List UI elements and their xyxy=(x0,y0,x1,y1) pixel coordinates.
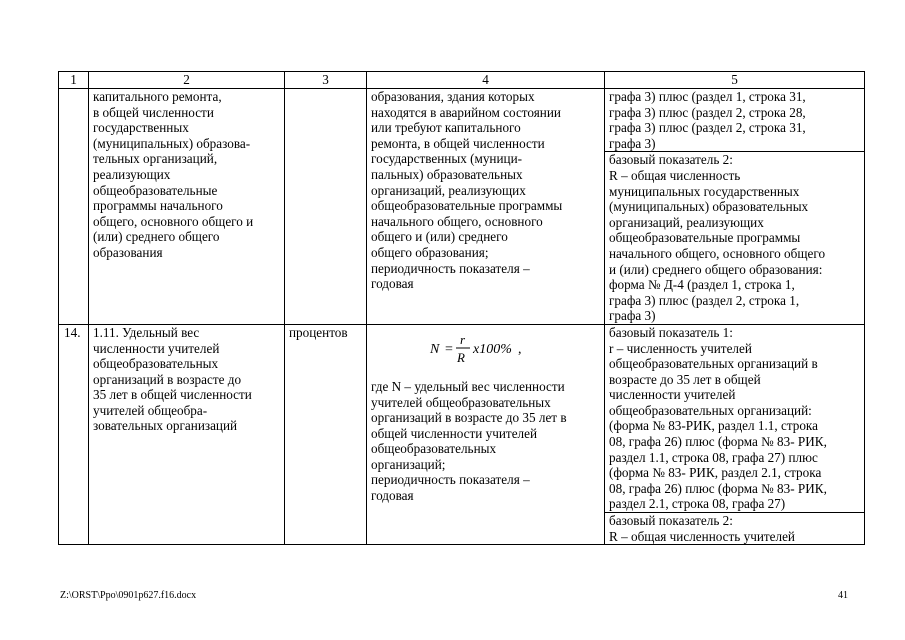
page-number: 41 xyxy=(838,590,848,601)
row14-source-b: базовый показатель 2: R – общая численность учителей xyxy=(605,513,865,545)
formula-tail: x100% xyxy=(472,341,512,357)
row14-method xyxy=(367,324,605,544)
row13-source-b: базовый показатель 2: R – общая численность муниципальных государственных (муниципальных) образовательных организаций, реализующих общеобразовательные программы начального общего, основного общего и (или) среднего общего образования: форма № Д-4 (раздел 1, строка 1, графа 3) плюс (раздел 2, строка 1, графа 3) xyxy=(605,152,865,325)
header-cell-4: 4 xyxy=(367,72,605,89)
formula-graphic xyxy=(426,331,546,367)
formula-lhs: N xyxy=(429,341,439,357)
row14-num: 14. xyxy=(59,324,89,544)
row13-indicator-name: капитального ремонта, в общей численности государственных (муниципальных) образова- тельных организаций, реализующих общеобразовательные программы начального общего, основного общего и (или) среднего общего образования xyxy=(89,89,285,325)
indicators-table xyxy=(58,71,865,545)
formula-eq: = xyxy=(444,341,453,357)
header-cell-1: 1 xyxy=(59,72,89,89)
row13-method: образования, здания которых находятся в аварийном состоянии или требуют капитального ремонта, в общей численности государственных (муници- пальных) образовательных организаций, реализующих общеобразовательные программы начального общего, основного общего и (или) среднего общего образования; периодичность показателя – годовая xyxy=(367,89,605,325)
row13-source-a: графа 3) плюс (раздел 1, строка 31, графа 3) плюс (раздел 2, строка 28, графа 3) плюс (раздел 2, строка 31, графа 3) xyxy=(605,89,865,152)
row14-method-text: где N – удельный вес численности учителей общеобразовательных организаций в возрасте до 35 лет в общей численности учителей общеобразовательных организаций; периодичность показателя – годовая xyxy=(371,378,567,504)
row14-indicator-name: 1.11. Удельный вес численности учителей общеобразовательных организаций в возрасте до 35 лет в общей численности учителей общеобра- зовательных организаций xyxy=(89,324,285,544)
table-row xyxy=(59,324,865,512)
header-row xyxy=(59,72,865,89)
formula xyxy=(371,325,600,365)
header-cell-3: 3 xyxy=(285,72,367,89)
row14-source-a: базовый показатель 1: r – численность учителей общеобразовательных организаций в возрасте до 35 лет в общей численности учителей общеобразовательных организаций: (форма № 83-РИК, раздел 1.1, строка 08, графа 26) плюс (форма № 83- РИК, раздел 1.1, строка 08, графа 27) плюс (форма № 83- РИК, раздел 2.1, строка 08, графа 26) плюс (форма № 83- РИК, раздел 2.1, строка 08, графа 27) xyxy=(605,324,865,512)
footer-file-path: Z:\ORST\Ppo\0901p627.f16.docx xyxy=(60,590,197,601)
row13-num xyxy=(59,89,89,325)
formula-numerator: r xyxy=(459,331,465,347)
header-cell-2: 2 xyxy=(89,72,285,89)
table-row xyxy=(59,89,865,152)
formula-denominator: R xyxy=(456,349,465,365)
row13-unit xyxy=(285,89,367,325)
formula-comma: , xyxy=(517,341,521,357)
header-cell-5: 5 xyxy=(605,72,865,89)
row14-unit: процентов xyxy=(285,324,367,544)
